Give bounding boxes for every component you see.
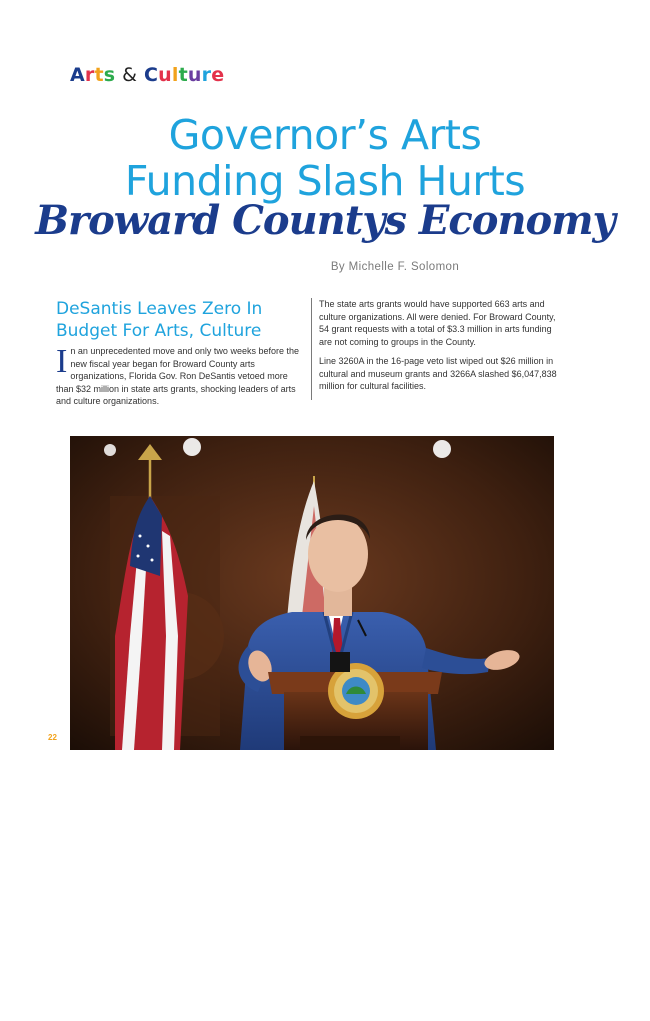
- article-column-2: [319, 298, 563, 400]
- section-ampersand: &: [122, 64, 138, 86]
- caption-line-5: state funding for arts and culture.: [419, 1003, 516, 1011]
- column-1-paragraph: [56, 345, 301, 408]
- section-letter: A: [70, 64, 85, 86]
- column-2-paragraph-2: Line 3260A in the 16-page veto list wiped out $26 million in cultural and museum grants and 3266A slashed $6,047,838 million for cultural facilities.: [319, 356, 557, 391]
- caption-line-6: (Photo courtesy of flo.gov): [439, 1011, 516, 1019]
- section-letter: t: [94, 64, 104, 86]
- section-letter: r: [84, 64, 95, 86]
- page-number: 22: [48, 733, 57, 742]
- section-letter: C: [143, 64, 159, 86]
- headline-line-1: Governor’s Arts: [168, 111, 482, 159]
- section-word-arts: [70, 64, 115, 86]
- headline-script-line: Broward Countys Economy: [35, 197, 615, 244]
- caption-line-3: which begins July 1, included approximately: [387, 986, 516, 994]
- article-column-1: [56, 345, 301, 415]
- section-letter: e: [211, 64, 225, 86]
- section-letter: s: [103, 64, 116, 86]
- section-letter: r: [201, 64, 212, 86]
- section-letter: u: [158, 64, 172, 86]
- headline: [0, 112, 650, 204]
- caption-line-1: Gov. Ron DeSantis’: [458, 969, 516, 976]
- photo-illustration: [70, 436, 554, 750]
- section-label: [70, 64, 224, 86]
- drop-cap: I: [56, 343, 68, 380]
- governor-photo: [70, 436, 554, 1019]
- column-divider: [311, 298, 312, 400]
- section-letter: u: [187, 64, 202, 86]
- photo-caption: [346, 969, 516, 1021]
- caption-line-2: “Focus of Florida’s Future Budget,”: [414, 977, 516, 985]
- column-2-paragraph-1: The state arts grants would have supported 663 arts and culture organizations. All were denied. For Broward County, 54 grant requests with a total of $3.3 million in arts funding are not coming to groups in the County.: [319, 299, 556, 347]
- section-word-culture: [144, 64, 224, 86]
- caption-line-4: $1 billion in line-item vetoes, including zero: [390, 994, 516, 1002]
- headline-line-2: Funding Slash Hurts: [124, 157, 526, 205]
- byline: By Michelle F. Solomon: [330, 261, 460, 273]
- subhead: DeSantis Leaves Zero In Budget For Arts, Culture: [56, 299, 263, 341]
- section-letter: t: [178, 64, 188, 86]
- section-letter: l: [171, 64, 179, 86]
- column-1-text: n an unprecedented move and only two weeks before the new fiscal year began for Broward County arts organizations, Florida Gov. Ron DeSantis vetoed more than $32 million in state arts grants, shocking leaders of arts and culture organizations.: [56, 346, 299, 406]
